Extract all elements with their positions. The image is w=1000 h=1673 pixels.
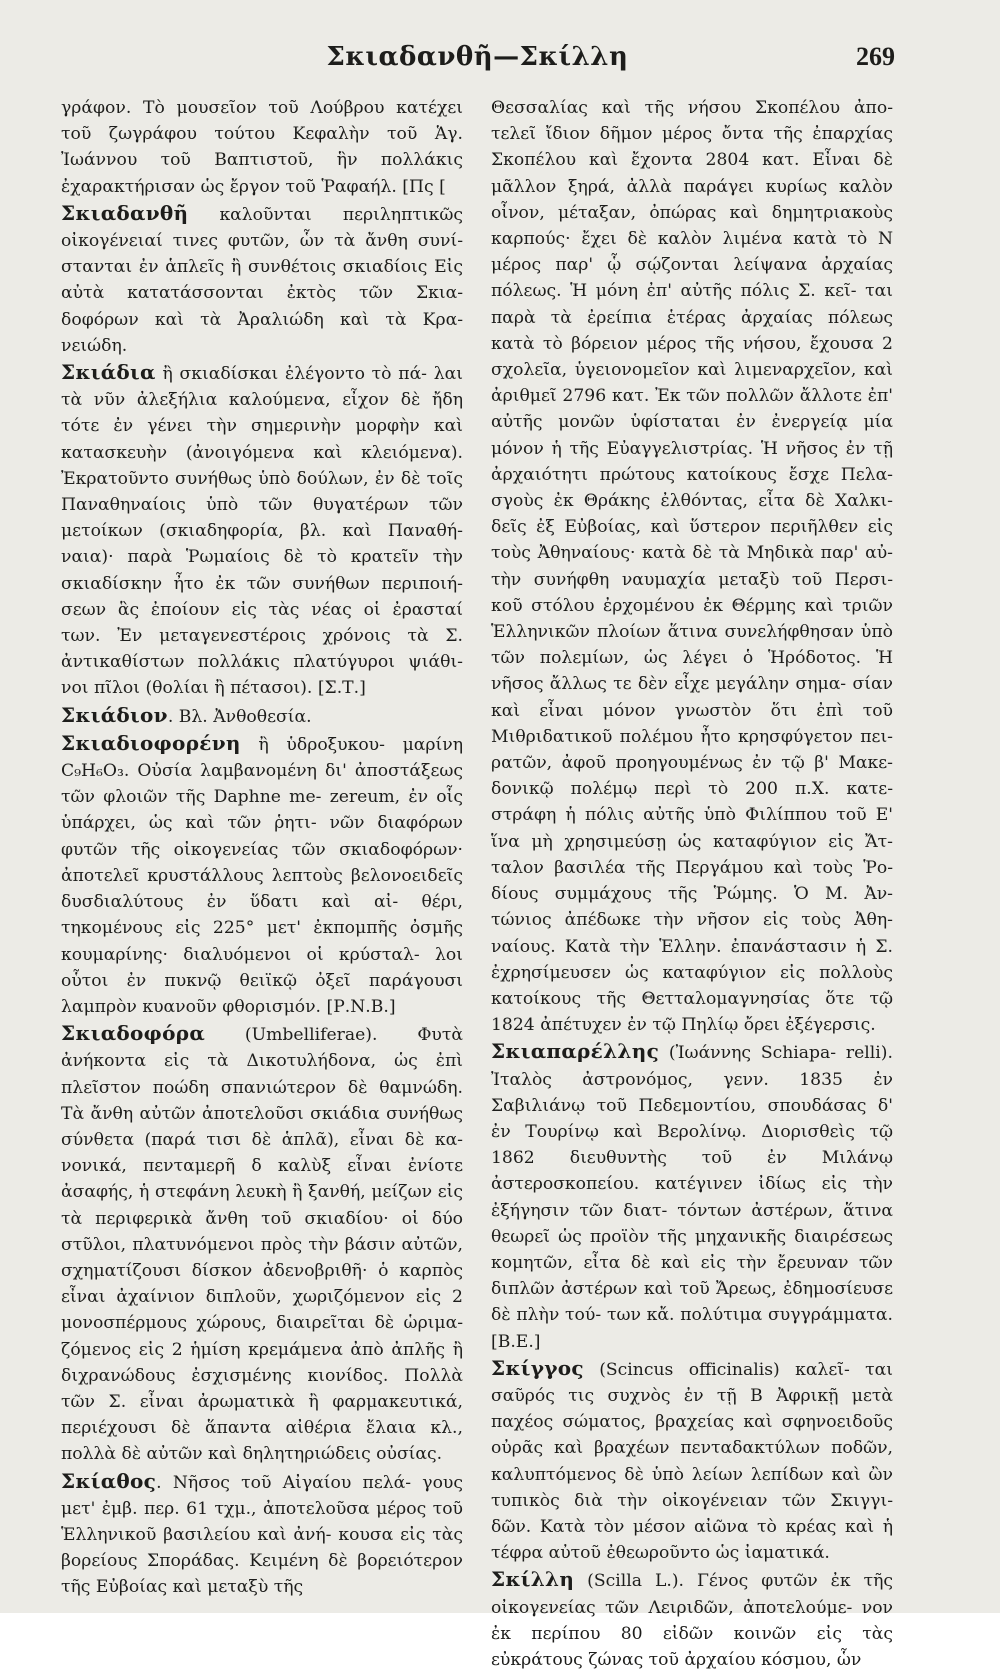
text-line: Μιθριδατικοῦ πολέμου ἦτο κρησφύγετον πει-	[491, 726, 893, 747]
text-line: μᾶλλον ξηρά, ἀλλὰ παράγει κυρίως καλὸν	[491, 176, 893, 197]
text-line: ναίους. Κατὰ τὴν Ἑλλην. ἐπανάστασιν ἡ	[491, 936, 867, 957]
text-line: ἣν πολλάκις ἐχαρακτήρισαν ὡς ἔργον τοῦ	[61, 150, 463, 197]
text-line: καρπούς· ἔχει δὲ καλὸν λιμένα κατὰ τὸ Ν	[491, 229, 893, 250]
text-line: των κἄ. πολύτιμα συγγράμματα. [Β.Ε.]	[491, 1305, 893, 1352]
text-line: νον ἐκ περίπου 80 εἰδῶν κοινῶν εἰς τὰς	[491, 1597, 893, 1644]
text-line: τοῦ ζωγράφου τούτου Κεφαλὴν τοῦ	[61, 124, 418, 145]
text-line: καλυπτόμενος δὲ ὑπὸ λείων λεπίδων καὶ ὢν	[491, 1464, 893, 1485]
text-line: ρατῶν, ἀφοῦ προηγουμένως ἐν τῷ β' Μακε-	[491, 753, 893, 774]
text-line: ἐπ' αὐτῆς μονῶν ὑφίσταται ἐν ἐνεργείᾳ μία	[491, 386, 893, 433]
text-line: Ἑλληνικῶν πλοίων ἅτινα συνελήφθησαν ὑπὸ	[491, 622, 893, 643]
text-line: πλεῖστον ποώδη σπανιώτερον δὲ θαμνώδη.	[61, 1077, 463, 1098]
text-line: στανται ἐν ἁπλεῖς ἢ συνθέτοις σκιαδίοις	[61, 257, 428, 278]
text-line: Σκοπέλου καὶ ἔχοντα 2804 κατ. Εἶναι δὲ	[491, 150, 893, 171]
text-line: ἢ ὑδροξυκου-	[240, 734, 385, 755]
continuation-text	[491, 95, 893, 1038]
text-line: ζόμενος εἰς 2 ἡμίση κρεμάμενα ἀπὸ ἀπλῆς	[61, 1339, 446, 1360]
text-line: μέρος τοῦ Ἑλληνικοῦ βασιλείου καὶ ἀνή-	[61, 1498, 464, 1545]
text-line: λαι τὰ νῦν ἀλεξήλια καλούμενα, εἶχον δὲ	[61, 364, 463, 411]
text-line: τὴν συνήφθη ναυμαχία μεταξὺ τοῦ Περσι-	[491, 569, 893, 590]
text-line: ταλον βασιλέα τῆς Περγάμου καὶ τοὺς Ῥο-	[491, 857, 893, 878]
text-line: . Βλ. Ἀνθοθεσία.	[167, 706, 312, 727]
text-line: κατέγινεν ἰδίως εἰς τὴν ἐξήγησιν τῶν διατ-	[491, 1174, 893, 1221]
text-line: μόνον ἡ τῆς Εὐαγγελιστρίας. Ἡ νῆσος ἐν τῇ	[491, 438, 893, 459]
text-line: των. Ἐν μεταγενεστέροις χρόνοις τὰ Σ.	[61, 626, 463, 647]
text-line: . Νῆσος τοῦ Αἰγαίου πελά-	[156, 1472, 412, 1493]
text-line: οἶνον, μέταξαν, ὀπώρας καὶ δημητριακοὺς	[491, 202, 893, 223]
text-line: ἀποστάξεως τῶν φλοιῶν τῆς Daphne me-	[61, 761, 463, 808]
text-line: ἡ τέφρα αὐτοῦ ἐθεωροῦντο ὡς ἰαματικά.	[491, 1516, 893, 1564]
text-line: τῆς οἰκογενείας τῶν Λειριδῶν, ἀποτελούμε-	[491, 1571, 893, 1618]
text-line: τώνιος ἀπέδωκε τὴν νῆσον εἰς τοὺς Ἀθη-	[491, 910, 893, 931]
entry	[491, 1038, 893, 1354]
text-line: μαρίνη C₉H₆O₃. Οὐσία λαμβανομένη δι'	[61, 734, 464, 782]
text-line: ἤδη τότε ἐν γένει τὴν σημερινὴν μορφὴν καὶ	[61, 390, 463, 437]
entry	[491, 1566, 893, 1673]
text-line: Εἰς αὐτὰ κατατάσσονται ἐκτὸς τῶν Σκια-	[61, 257, 463, 304]
entry	[61, 200, 463, 359]
entry-headword: Σκίγγος	[491, 1355, 584, 1380]
entry-headword: Σκιάδιον	[61, 702, 168, 727]
text-line: μετοίκων (σκιαδηφορία, βλ. καὶ Παναθή-	[61, 521, 463, 542]
text-line: οὐρᾶς καὶ βραχέων πενταδακτύλων ποδῶν,	[491, 1438, 893, 1459]
text-line: κοῦ στόλου ἐρχομένου ἐκ Θέρμης καὶ τριῶν	[491, 595, 893, 616]
text-line: (Scincus officinalis) καλεῖ-	[583, 1359, 850, 1380]
text-line: ἀνήκοντα εἰς τὰ Δικοτυλήδονα, ὡς ἐπὶ	[61, 1051, 463, 1072]
running-head	[60, 38, 895, 78]
text-line: οἰκογένειαί τινες φυτῶν, ὧν τὰ ἄνθη συνί-	[61, 231, 463, 252]
entry	[61, 359, 463, 702]
right-column	[491, 95, 893, 1673]
text-line: κουσα εἰς τὰς βορείους Σποράδας. Κειμένη	[61, 1524, 463, 1572]
text-line: τῆς μηχανικῆς διαιρέσεως κομητῶν, εἶτα δὲ	[491, 1226, 894, 1273]
entry-headword: Σκιαδοφόρα	[61, 1021, 206, 1046]
text-line: Ἐκρατοῦντο συνήθως ὑπὸ δούλων, ἐν δὲ	[61, 468, 421, 489]
text-line: κατασκευὴν (ἀνοιγόμενα καὶ κλειόμενα).	[61, 442, 463, 463]
text-line: βελονοειδεῖς δυσδιαλύτους ἐν ὕδατι καὶ αἰ-	[61, 865, 463, 913]
text-line: ἀριθμεῖ 2796 κατ. Ἐκ τῶν πολλῶν ἄλλοτε	[491, 386, 862, 407]
text-line: σκιαδίσκην ἦτο ἐκ τῶν συνήθων περιποιή-	[61, 573, 463, 594]
text-line: δοφόρων καὶ τὰ Ἀραλιώδη καὶ τὰ Κρα-	[61, 309, 463, 330]
text-line: γους μετ' ἐμβ. περ. 61 τχμ., ἀποτελοῦσα	[61, 1472, 463, 1519]
text-line: δίους συμμάχους τῆς Ῥώμης. Ὁ Μ. Ἀν-	[491, 884, 893, 905]
text-line: Τουρίνῳ καὶ Βερολίνῳ. Διορισθεὶς τῷ 1862	[491, 1121, 893, 1169]
text-line: σγοὺς ἐκ Θράκης ἐλθόντας, εἶτα δὲ Χαλκι-	[491, 491, 893, 512]
text-line: στῦλοι, πλατυνόμενοι πρὸς τὴν βάσιν αὐτῶν,	[61, 1234, 463, 1255]
page-number: 269	[856, 42, 895, 71]
entry-headword: Σκίλλη	[491, 1567, 575, 1592]
text-line: νοι πῖλοι (θολίαι ἢ πέτασοι). [Σ.Τ.]	[61, 678, 366, 699]
text-line: (Ἰωάννης Schiapa-	[659, 1043, 837, 1064]
text-line: (Scilla L.). Γένος φυτῶν ἐκ	[574, 1571, 851, 1592]
text-line: πολλὰ δὲ αὐτῶν καὶ δηλητηριώδεις οὐσίας.	[61, 1444, 443, 1465]
text-line: στράφη ἡ πόλις αὐτῆς ὑπὸ Φιλίππου τοῦ Ε'	[491, 805, 893, 826]
text-line: δὲ βορειότερον τῆς Εὐβοίας καὶ μεταξὺ τῆς	[61, 1551, 463, 1598]
text-line: εἰς τὰ περιφερικὰ ἄνθη τοῦ σκιαδίου· οἱ δύο	[61, 1182, 463, 1229]
continuation-text	[61, 95, 463, 200]
text-line: σχολεῖα, ὑγειονομεῖον καὶ λιμεναρχεῖον, καὶ	[491, 360, 893, 381]
text-line: Ῥαφαήλ. [Πς [	[321, 176, 446, 197]
text-line: Σαβιλιάνῳ τοῦ Πεδεμοντίου, σπουδάσας δ' ἐν	[491, 1095, 893, 1142]
text-line: σκιαδοφόρων· ἀποτελεῖ κρυστάλλους λεπτοὺς	[61, 839, 463, 886]
text-line: παχέος σώματος, βραχείας καὶ σφηνοειδοῦς	[491, 1412, 893, 1433]
text-line: σεων ἃς ἐποίουν εἰς τὰς νέας οἱ ἐρασταί	[61, 599, 463, 620]
text-line: τελεῖ ἴδιον δῆμον μέρος ὄντα τῆς ἐπαρχίας	[491, 124, 893, 145]
text-line: ται σαῦρός τις συχνὸς ἐν τῇ Β Ἀφρικῇ μετὰ	[491, 1359, 893, 1406]
text-line: σίαν καὶ εἶναι μόνον γνωστὸν ὅτι ἐπὶ τοῦ	[491, 674, 893, 721]
text-line: διευθυντὴς τοῦ ἐν Μιλάνῳ ἀστεροσκοπείου.	[491, 1148, 893, 1195]
text-line: ται παρὰ τὰ ἐρείπια ἑτέρας ἀρχαίας πόλεως	[491, 281, 893, 328]
text-line: ἀντικαθίστων πολλάκις πλατύγυροι ψιάθι-	[61, 652, 463, 673]
text-line: σχηματίζουσι δίσκον ἀδενοβριθῆ· ὁ καρπὸς	[61, 1260, 463, 1281]
entry	[61, 702, 463, 730]
text-line: δονικῷ πολέμῳ περὶ τὸ 200 π.Χ. κατε-	[491, 779, 893, 800]
text-line: Σ. ἐχρησίμευσεν ὡς καταφύγιον εἰς πολλοὺς	[491, 936, 894, 983]
text-line: τόντων ἀστέρων, ἅτινα θεωρεῖ ὡς προϊὸν	[491, 1200, 893, 1247]
text-line: relli). Ἰταλὸς ἀστρονόμος, γενν. 1835 ἐν	[491, 1043, 893, 1090]
text-line: κατὰ τὸ βόρειον μέρος τῆς νήσου, ἔχουσα 2	[491, 333, 893, 354]
text-line: τῶν Σ. εἶναι ἀρωματικὰ ἢ φαρμακευτικά,	[61, 1391, 463, 1412]
text-line: Τὰ ἄνθη αὐτῶν ἀποτελοῦσι σκιάδια συνήθως	[61, 1103, 463, 1124]
text-line: νῶν διαφόρων φυτῶν τῆς οἰκογενείας τῶν	[61, 813, 463, 860]
text-line: καὶ τοῦ Ἄρεως, ἐδημοσίευσε δὲ πλὴν τού-	[491, 1279, 894, 1326]
text-line: ναια)· παρὰ Ῥωμαίοις δὲ τὸ κρατεῖν τὴν	[61, 547, 463, 568]
text-line: ἢ διχρανώδους ἐσχισμένης κιονίδος. Πολλὰ	[61, 1339, 463, 1386]
text-line: περιέχουσι δὲ ἅπαντα αἰθέρια ἔλαια κλ.,	[61, 1418, 463, 1439]
text-line: τυπικὸς διὰ τὴν οἰκογένειαν τῶν Σκιγγι-	[491, 1490, 893, 1511]
left-column	[61, 95, 463, 1601]
text-line: νῆσος ἄλλως τε δὲν εἶχε μεγάλην σημα-	[491, 674, 847, 695]
text-line: εὐκράτους ζώνας τοῦ ἀρχαίου κόσμου, ὧν	[491, 1649, 862, 1670]
entry	[61, 730, 463, 1020]
text-line: θέρι, τηκομένους εἰς 225° μετ' ἐκπομπῆς	[61, 892, 463, 939]
text-line: μέρος παρ' ᾧ σῴζονται λείψανα ἀρχαίας	[491, 255, 893, 276]
text-line: καλοῦνται περιληπτικῶς	[188, 204, 463, 225]
text-line: νειώδη.	[61, 335, 128, 356]
entry-headword: Σκιάδια	[61, 360, 156, 385]
entry	[61, 1468, 463, 1601]
text-line: δεῖς ἐξ Εὐβοίας, καὶ ὕστερον περιῆλθεν εἰς	[491, 517, 893, 538]
text-line: Θεσσαλίας καὶ τῆς νήσου Σκοπέλου ἀπο-	[491, 98, 893, 118]
text-line: λαμπρὸν κυανοῦν φθορισμόν. [Ρ.Ν.Β.]	[61, 996, 396, 1017]
entry-headword: Σκιαπαρέλλης	[491, 1039, 660, 1064]
text-line: σύνθετα (παρά τισι δὲ ἁπλᾶ), εἶναι δὲ κα-	[61, 1129, 463, 1150]
text-line: γράφον. Τὸ μουσεῖον τοῦ Λούβρου κατέχει	[61, 98, 463, 118]
text-line: 1824 ἀπέτυχεν ἐν τῷ Πηλίῳ ὄρει ἐξέγερσις.	[491, 1015, 876, 1036]
entry-headword: Σκιαδιοφορένη	[61, 730, 241, 755]
text-line: δῶν. Κατὰ τὸν μέσον αἰῶνα τὸ κρέας καὶ	[491, 1516, 875, 1537]
text-line: ὀσμῆς κουμαρίνης· διαλυόμενοι οἱ κρύσταλ-	[61, 918, 464, 965]
text-line: λοι οὗτοι ἐν πυκνῷ θειϊκῷ ὀξεῖ παράγουσι	[61, 944, 463, 991]
text-line: νονικά, πενταμερῆ δ καλὺξ εἶναι ἐνίοτε	[61, 1156, 463, 1177]
text-line: ἢ σκιαδίσκαι ἐλέγοντο τὸ πά-	[155, 364, 427, 385]
text-line: ἵνα μὴ χρησιμεύσῃ ὡς καταφύγιον εἰς Ἄτ-	[491, 831, 893, 852]
entry	[61, 1020, 463, 1467]
text-line: zereum, ἐν οἷς ὑπάρχει, ὡς καὶ τῶν ῥητι-	[61, 787, 464, 834]
text-line: κατοίκους τῆς Θετταλομαγνησίας ὅτε τῷ	[491, 988, 893, 1009]
text-line: τῶν πολεμίων, ὡς λέγει ὁ Ἡρόδοτος. Ἡ	[491, 648, 893, 669]
running-head-title: Σκιαδανθῆ—Σκίλλη	[326, 42, 629, 72]
text-line: ἀρχαιότητι πρώτους κατοίκους ἔσχε Πελα-	[491, 464, 893, 485]
text-line: τοῖς Παναθηναίοις ὑπὸ τῶν θυγατέρων τῶν	[61, 468, 463, 516]
text-line: μονοσπέρμους χώρους, διαιρεῖται δὲ ὡριμα-	[61, 1313, 463, 1334]
text-line: ἀσαφής, ἡ στεφάνη λευκὴ ἢ ξανθή, μείζων	[61, 1182, 433, 1203]
text-line: πόλεως. Ἡ μόνη ἐπ' αὐτῆς πόλις Σ. κεῖ-	[491, 281, 857, 302]
text-line: (Umbelliferae). Φυτὰ	[205, 1025, 463, 1046]
text-line: εἶναι ἀχαίνιον διπλοῦν, χωριζόμενον εἰς 2	[61, 1287, 463, 1308]
text-line: καὶ εἰς τὴν ἔρευναν τῶν διπλῶν ἀστέρων	[491, 1252, 893, 1300]
text-line: τοὺς Ἀθηναίους· κατὰ δὲ τὰ Μηδικὰ παρ' αὐ-	[491, 543, 893, 564]
text-line: Ἁγ. Ἰωάννου τοῦ Βαπτιστοῦ,	[61, 124, 463, 171]
entry-headword: Σκιαδανθῆ	[61, 200, 189, 225]
entry	[491, 1355, 893, 1567]
entry-headword: Σκίαθος	[61, 1468, 157, 1493]
